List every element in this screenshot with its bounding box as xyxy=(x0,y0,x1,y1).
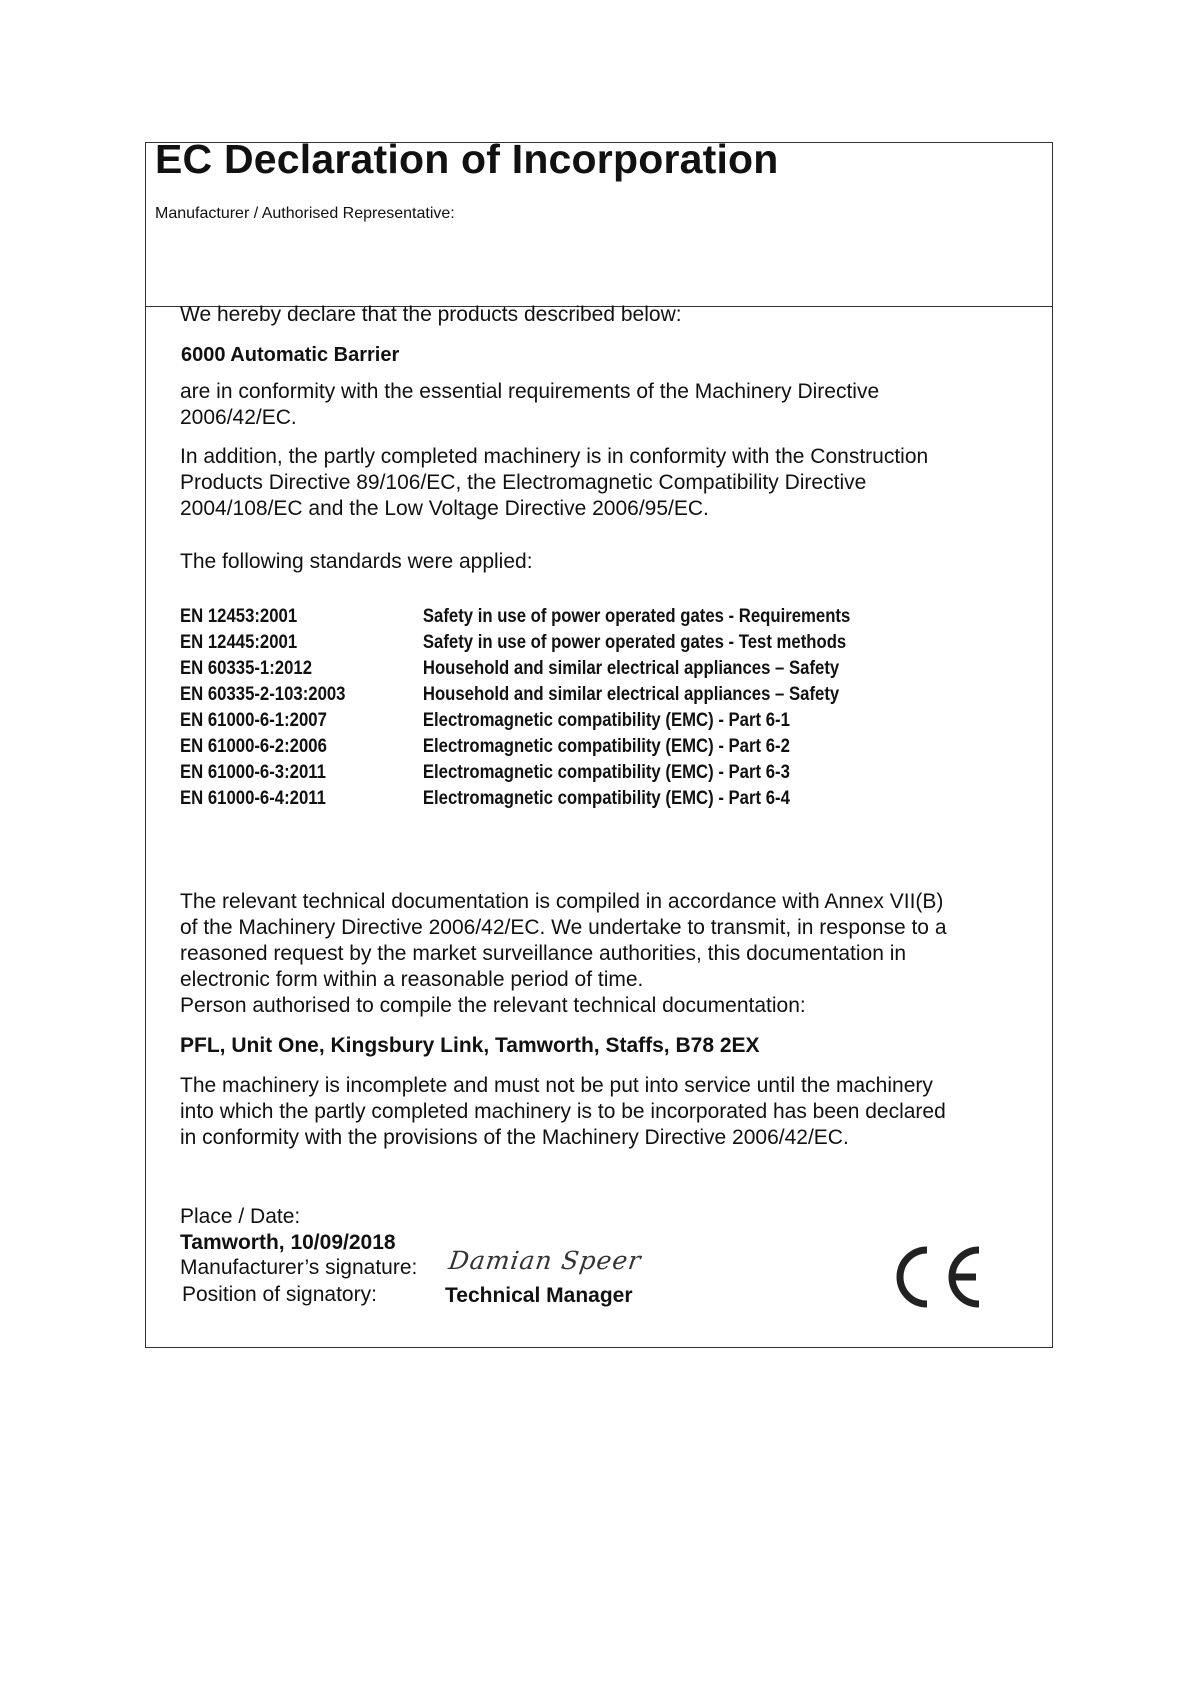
standard-code: EN 61000-6-1:2007 xyxy=(180,710,327,731)
ce-mark-icon xyxy=(882,1240,992,1319)
standard-description: Electromagnetic compatibility (EMC) - Part 6-2 xyxy=(422,736,790,757)
signature-label: Manufacturer’s signature: xyxy=(180,1256,418,1279)
standard-row xyxy=(180,682,850,708)
signature-image: Damian Speer xyxy=(446,1246,644,1275)
technical-doc-line: electronic form within a reasonable period of time. xyxy=(180,968,644,991)
standard-description: Household and similar electrical appliances – Safety xyxy=(422,658,840,679)
standard-description: Electromagnetic compatibility (EMC) - Part 6-4 xyxy=(422,788,790,809)
conformity-line: are in conformity with the essential requirements of the Machinery Directive xyxy=(180,380,880,403)
page-title: EC Declaration of Incorporation xyxy=(155,136,779,182)
standard-description: Safety in use of power operated gates - Test methods xyxy=(422,632,847,653)
place-date-label: Place / Date: xyxy=(180,1205,301,1228)
standard-code: EN 61000-6-4:2011 xyxy=(180,788,326,809)
technical-doc-line: Person authorised to compile the relevant technical documentation: xyxy=(180,994,806,1017)
standard-code: EN 60335-1:2012 xyxy=(180,658,312,679)
technical-doc-line: of the Machinery Directive 2006/42/EC. We undertake to transmit, in response to a xyxy=(180,916,947,939)
manufacturer-label: Manufacturer / Authorised Representative: xyxy=(155,205,455,222)
standard-row xyxy=(180,604,850,630)
standard-row xyxy=(180,656,850,682)
incomplete-line: The machinery is incomplete and must not be put into service until the machinery xyxy=(180,1074,933,1097)
technical-doc-line: The relevant technical documentation is compiled in accordance with Annex VII(B) xyxy=(180,890,944,913)
standard-code: EN 60335-2-103:2003 xyxy=(180,684,346,705)
addition-line: In addition, the partly completed machinery is in conformity with the Construction xyxy=(180,445,929,468)
declare-intro: We hereby declare that the products described below: xyxy=(180,303,682,326)
standard-row xyxy=(180,734,850,760)
standard-description: Household and similar electrical appliances – Safety xyxy=(422,684,840,705)
standard-row xyxy=(180,760,850,786)
standard-description: Electromagnetic compatibility (EMC) - Part 6-3 xyxy=(422,762,790,783)
standard-row xyxy=(180,786,850,812)
technical-doc-paragraph xyxy=(180,889,1050,1019)
standards-intro: The following standards were applied: xyxy=(180,550,533,573)
standards-table xyxy=(180,604,850,812)
standard-description: Safety in use of power operated gates - Requirements xyxy=(422,606,851,627)
technical-doc-line: reasoned request by the market surveillance authorities, this documentation in xyxy=(180,942,907,965)
addition-paragraph xyxy=(180,444,1040,522)
authorised-address: PFL, Unit One, Kingsbury Link, Tamworth, Staffs, B78 2EX xyxy=(180,1034,760,1057)
position-label: Position of signatory: xyxy=(182,1283,377,1306)
incomplete-paragraph xyxy=(180,1073,1040,1151)
standard-description: Electromagnetic compatibility (EMC) - Part 6-1 xyxy=(422,710,790,731)
standard-row xyxy=(180,630,850,656)
standard-row xyxy=(180,708,850,734)
incomplete-line: into which the partly completed machinery is to be incorporated has been declared xyxy=(180,1100,946,1123)
product-name: 6000 Automatic Barrier xyxy=(181,344,400,366)
standard-code: EN 12453:2001 xyxy=(180,606,298,627)
incomplete-line: in conformity with the provisions of the Machinery Directive 2006/42/EC. xyxy=(180,1126,849,1149)
standard-code: EN 12445:2001 xyxy=(180,632,298,653)
conformity-line: 2006/42/EC. xyxy=(180,406,297,429)
position-value: Technical Manager xyxy=(445,1284,633,1307)
standard-code: EN 61000-6-2:2006 xyxy=(180,736,327,757)
standard-code: EN 61000-6-3:2011 xyxy=(180,762,326,783)
conformity-paragraph xyxy=(180,379,1040,431)
addition-line: 2004/108/EC and the Low Voltage Directive 2006/95/EC. xyxy=(180,497,709,520)
place-date-value: Tamworth, 10/09/2018 xyxy=(180,1231,396,1254)
addition-line: Products Directive 89/106/EC, the Electromagnetic Compatibility Directive xyxy=(180,471,867,494)
